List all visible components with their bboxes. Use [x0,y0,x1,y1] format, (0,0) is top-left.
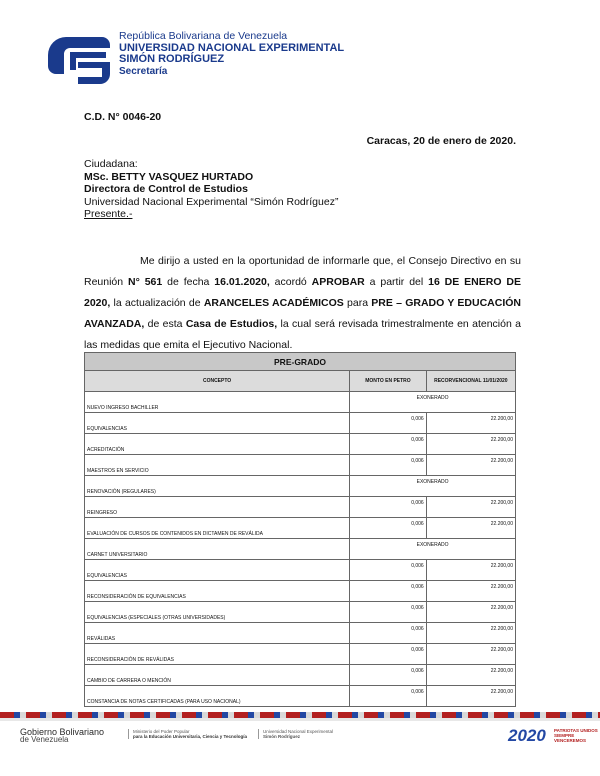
table-row [85,455,516,476]
row-bs: 22.200,00 [426,623,515,644]
header-recorvencional: RECORVENCIONAL 11/01/2020 [426,371,515,392]
row-petro: 0,006 [350,434,427,455]
header-line-simon: SIMÓN RODRÍGUEZ [119,53,225,65]
row-bs: 22.200,00 [426,581,515,602]
footer-divider [0,718,600,721]
header-line-republic: República Bolivariana de Venezuela [119,30,288,42]
row-concept: EVALUACIÓN DE CURSOS DE CONTENIDOS EN DICTAMEN DE REVÁLIDA [85,518,350,539]
body-text-1: Me dirijo a usted en la oportunidad de informarle que, el Consejo Directivo en su Reunión [84,255,521,288]
table-row [85,539,516,560]
table-title-row [85,353,516,371]
row-exonerado: EXONERADO [350,392,516,413]
letter-body [84,251,521,356]
header-line-university: UNIVERSIDAD NACIONAL EXPERIMENTAL [119,41,345,54]
body-text-7: de esta [144,318,186,330]
footer-min-line1: Ministerio del Poder Popular [133,729,190,734]
table-row [85,392,516,413]
row-bs: 22.200,00 [426,434,515,455]
row-petro: 0,006 [350,602,427,623]
row-concept: EQUIVALENCIAS [85,560,350,581]
row-concept: REINGRESO [85,497,350,518]
row-petro: 0,006 [350,518,427,539]
row-concept: MAESTROS EN SERVICIO [85,455,350,476]
table-row [85,497,516,518]
row-concept: EQUIVALENCIAS [85,413,350,434]
footer-gob-line1: Gobierno Bolivariano [20,727,105,737]
institution-header [119,31,344,77]
body-text-8: la cual será revisada trimestralmente en atención a las medidas que emita el Ejecutivo Nacional. [84,318,521,351]
row-concept: EQUIVALENCIAS (ESPECIALES (OTRAS UNIVERSIDADES) [85,602,350,623]
row-petro: 0,006 [350,665,427,686]
table-row [85,581,516,602]
row-concept: ACREDITACIÓN [85,434,350,455]
footer-uni-line2: Simón Rodríguez [263,734,300,739]
table-row [85,413,516,434]
header-line-secretaria: Secretaría [119,65,168,77]
table-row [85,623,516,644]
recipient-presente: Presente.- [84,208,133,220]
row-exonerado: EXONERADO [350,476,516,497]
table-row [85,560,516,581]
table-row [85,602,516,623]
footer-uni-line1: Universidad Nacional Experimental [263,729,334,734]
body-bold-date: 16.01.2020, [214,276,270,288]
table-row [85,434,516,455]
body-bold-meeting: N° 561 [128,276,163,288]
unesr-logo [48,34,110,84]
footer-year-logo: 2020 [508,726,546,745]
row-petro: 0,006 [350,497,427,518]
document-reference: C.D. N° 0046-20 [84,111,162,123]
row-petro: 0,006 [350,455,427,476]
recipient-institution: Universidad Nacional Experimental “Simón Rodríguez” [84,195,339,208]
row-bs: 22.200,00 [426,665,515,686]
footer-universidad [258,729,333,739]
recipient-salutation: Ciudadana: [84,158,138,170]
body-bold-aranceles: ARANCELES ACADÉMICOS [203,297,344,309]
table-row [85,518,516,539]
footer-slogan-line1: PATRIOTAS UNIDOS [554,728,598,733]
row-bs: 22.200,00 [426,644,515,665]
row-bs: 22.200,00 [426,686,515,707]
footer-gob-line2: de Venezuela [20,735,69,744]
row-petro: 0,006 [350,686,427,707]
row-bs: 22.200,00 [426,602,515,623]
row-concept: CONSTANCIA DE NOTAS CERTIFICADAS (PARA USO NACIONAL) [85,686,350,707]
header-petro: MONTO EN PETRO [350,371,427,392]
row-bs: 22.200,00 [426,413,515,434]
row-concept: CAMBIO DE CARRERA O MENCIÓN [85,665,350,686]
row-concept: REVÁLIDAS [85,623,350,644]
row-petro: 0,006 [350,413,427,434]
footer-ministerio [128,729,247,739]
footer-min-line2: para la Educación Universitaria, Ciencia y Tecnología [133,734,247,739]
row-bs: 22.200,00 [426,518,515,539]
table-header-row [85,371,516,392]
body-text-2: de fecha [162,276,215,288]
header-concepto: CONCEPTO [85,371,350,392]
row-bs: 22.200,00 [426,497,515,518]
footer-slogan [554,728,600,743]
body-text-5: la actualización de [110,297,204,309]
row-petro: 0,006 [350,581,427,602]
row-bs: 22.200,00 [426,455,515,476]
table-title: PRE-GRADO [85,353,516,371]
body-bold-aprobar: APROBAR [311,276,365,288]
row-concept: RECONSIDERACIÓN DE EQUIVALENCIAS [85,581,350,602]
recipient-name: MSc. BETTY VASQUEZ HURTADO [84,170,254,183]
row-petro: 0,006 [350,560,427,581]
recipient-position: Directora de Control de Estudios [84,183,248,195]
fees-table [84,352,516,707]
footer-slogan-line2: SIEMPRE VENCEREMOS [554,733,587,743]
body-text-6: para [343,297,372,309]
body-bold-casa: Casa de Estudios, [185,318,278,330]
row-bs: 22.200,00 [426,560,515,581]
table-row [85,686,516,707]
row-concept: RECONSIDERACIÓN DE REVÁLIDAS [85,644,350,665]
row-petro: 0,006 [350,644,427,665]
body-bold-effective: 16 DE ENERO DE 2020, [84,276,521,309]
table-row [85,476,516,497]
row-exonerado: EXONERADO [350,539,516,560]
row-concept: CARNET UNIVERSITARIO [85,539,350,560]
row-petro: 0,006 [350,623,427,644]
row-concept: NUEVO INGRESO BACHILLER [85,392,350,413]
body-text-4: a partir del [364,276,429,288]
row-concept: RENOVACIÓN (REGULARES) [85,476,350,497]
table-row [85,665,516,686]
table-row [85,644,516,665]
body-text-3: acordó [269,276,312,288]
body-bold-pregrado: PRE – GRADO Y EDUCACIÓN AVANZADA, [84,297,521,330]
document-date: Caracas, 20 de enero de 2020. [366,135,516,147]
recipient-block [84,158,338,221]
letter-paragraph [84,251,521,356]
footer-gobierno [20,728,104,744]
